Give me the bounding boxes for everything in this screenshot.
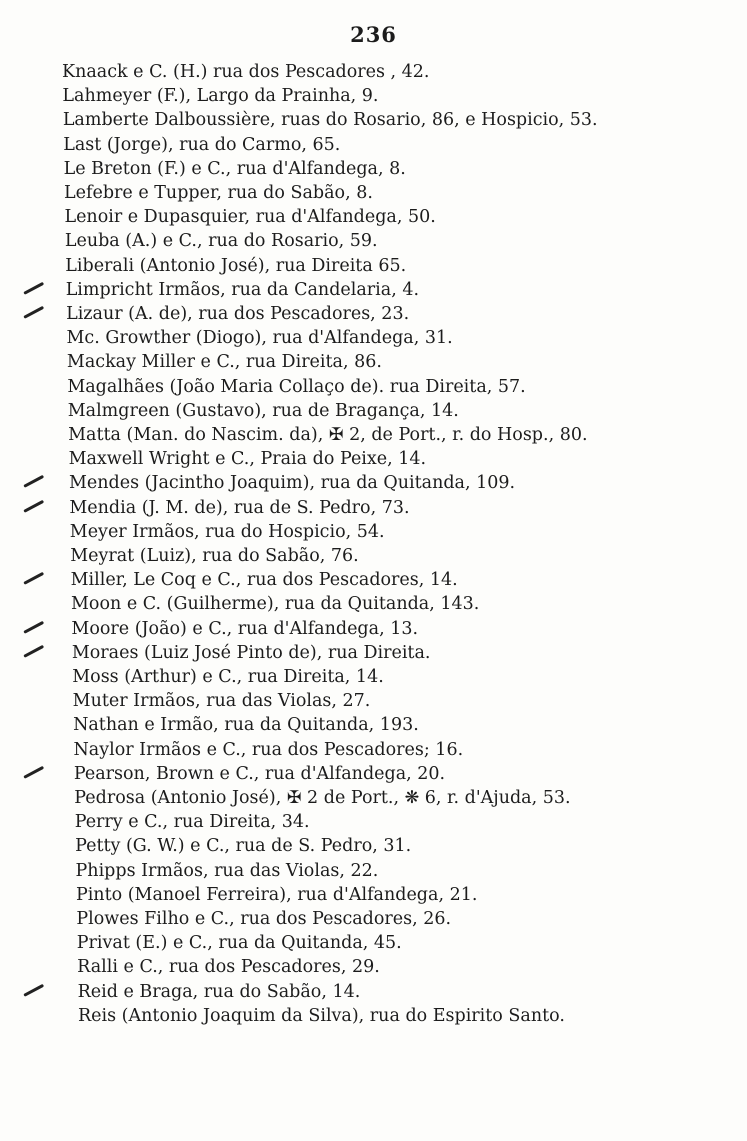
directory-entry: Moss (Arthur) e C., rua Direita, 14. xyxy=(72,667,384,687)
directory-entry: Limpricht Irmãos, rua da Candelaria, 4. xyxy=(65,279,420,300)
directory-entry: Pedrosa (Antonio José), ✠ 2 de Port., ❋ 6, r. d'Ajuda, 53. xyxy=(74,788,571,808)
page-number: 236 xyxy=(350,22,397,47)
directory-entry: Malmgreen (Gustavo), rua de Bragança, 14. xyxy=(67,400,459,421)
directory-entry: Mendia (J. M. de), rua de S. Pedro, 73. xyxy=(69,497,410,518)
directory-entry: Le Breton (F.) e C., rua d'Alfandega, 8. xyxy=(63,158,406,179)
directory-entry: Reid e Braga, rua do Sabão, 14. xyxy=(77,981,361,1002)
directory-entry: Last (Jorge), rua do Carmo, 65. xyxy=(63,134,341,155)
margin-tick-mark xyxy=(23,306,44,319)
directory-entry: Lahmeyer (F.), Largo da Prainha, 9. xyxy=(62,86,379,107)
directory-entry: Reis (Antonio Joaquim da Silva), rua do Espirito Santo. xyxy=(78,1005,565,1026)
directory-entry: Pearson, Brown e C., rua d'Alfandega, 20. xyxy=(73,763,446,784)
directory-entry: Matta (Man. do Nascim. da), ✠ 2, de Port., r. do Hosp., 80. xyxy=(68,425,588,445)
directory-entry: Knaack e C. (H.) rua dos Pescadores , 42. xyxy=(62,62,430,82)
directory-entry: Naylor Irmãos e C., rua dos Pescadores; 16. xyxy=(73,739,464,760)
directory-entry: Privat (E.) e C., rua da Quitanda, 45. xyxy=(76,933,402,954)
margin-tick-mark xyxy=(23,572,44,585)
directory-entry: Lenoir e Dupasquier, rua d'Alfandega, 50. xyxy=(64,207,436,228)
margin-tick-mark xyxy=(23,620,44,633)
directory-entry: Ralli e C., rua dos Pescadores, 29. xyxy=(77,957,380,978)
directory-entry: Mc. Growther (Diogo), rua d'Alfandega, 31. xyxy=(66,328,453,349)
directory-entry: Moon e C. (Guilherme), rua da Quitanda, 143. xyxy=(71,594,480,615)
directory-entry: Miller, Le Coq e C., rua dos Pescadores, 14. xyxy=(70,570,458,591)
directory-entry: Lamberte Dalboussière, ruas do Rosario, 86, e Hospicio, 53. xyxy=(62,110,598,131)
directory-entry: Plowes Filho e C., rua dos Pescadores, 26. xyxy=(76,909,452,929)
directory-entry: Perry e C., rua Direita, 34. xyxy=(74,812,310,833)
directory-entry: Mackay Miller e C., rua Direita, 86. xyxy=(66,352,382,373)
directory-entry: Petty (G. W.) e C., rua de S. Pedro, 31. xyxy=(75,836,412,857)
directory-entry: Lizaur (A. de), rua dos Pescadores, 23. xyxy=(66,304,410,324)
directory-entry: Phipps Irmãos, rua das Violas, 22. xyxy=(75,860,379,881)
margin-tick-mark xyxy=(23,983,44,996)
directory-entry: Mendes (Jacintho Joaquim), rua da Quitanda, 109. xyxy=(68,473,516,494)
directory-entry: Moore (João) e C., rua d'Alfandega, 13. xyxy=(71,618,419,639)
directory-entry: Liberali (Antonio José), rua Direita 65. xyxy=(65,255,407,276)
directory-entry: Magalhães (João Maria Collaço de). rua Direita, 57. xyxy=(67,376,526,397)
directory-entry: Leuba (A.) e C., rua do Rosario, 59. xyxy=(64,231,378,252)
directory-entry: Muter Irmãos, rua das Violas, 27. xyxy=(72,691,371,712)
margin-tick-mark xyxy=(23,766,44,779)
margin-tick-mark xyxy=(23,645,44,658)
margin-tick-mark xyxy=(23,475,44,488)
directory-entry: Maxwell Wright e C., Praia do Peixe, 14. xyxy=(68,449,427,470)
directory-entry: Moraes (Luiz José Pinto de), rua Direita. xyxy=(71,642,431,663)
margin-tick-mark xyxy=(23,282,44,295)
margin-tick-mark xyxy=(23,499,44,512)
directory-entry: Lefebre e Tupper, rua do Sabão, 8. xyxy=(64,183,373,203)
directory-entry: Pinto (Manoel Ferreira), rua d'Alfandega, 21. xyxy=(75,884,478,905)
directory-entry: Nathan e Irmão, rua da Quitanda, 193. xyxy=(73,715,419,736)
directory-entry: Meyrat (Luiz), rua do Sabão, 76. xyxy=(70,546,359,566)
directory-entry: Meyer Irmãos, rua do Hospicio, 54. xyxy=(69,521,385,542)
